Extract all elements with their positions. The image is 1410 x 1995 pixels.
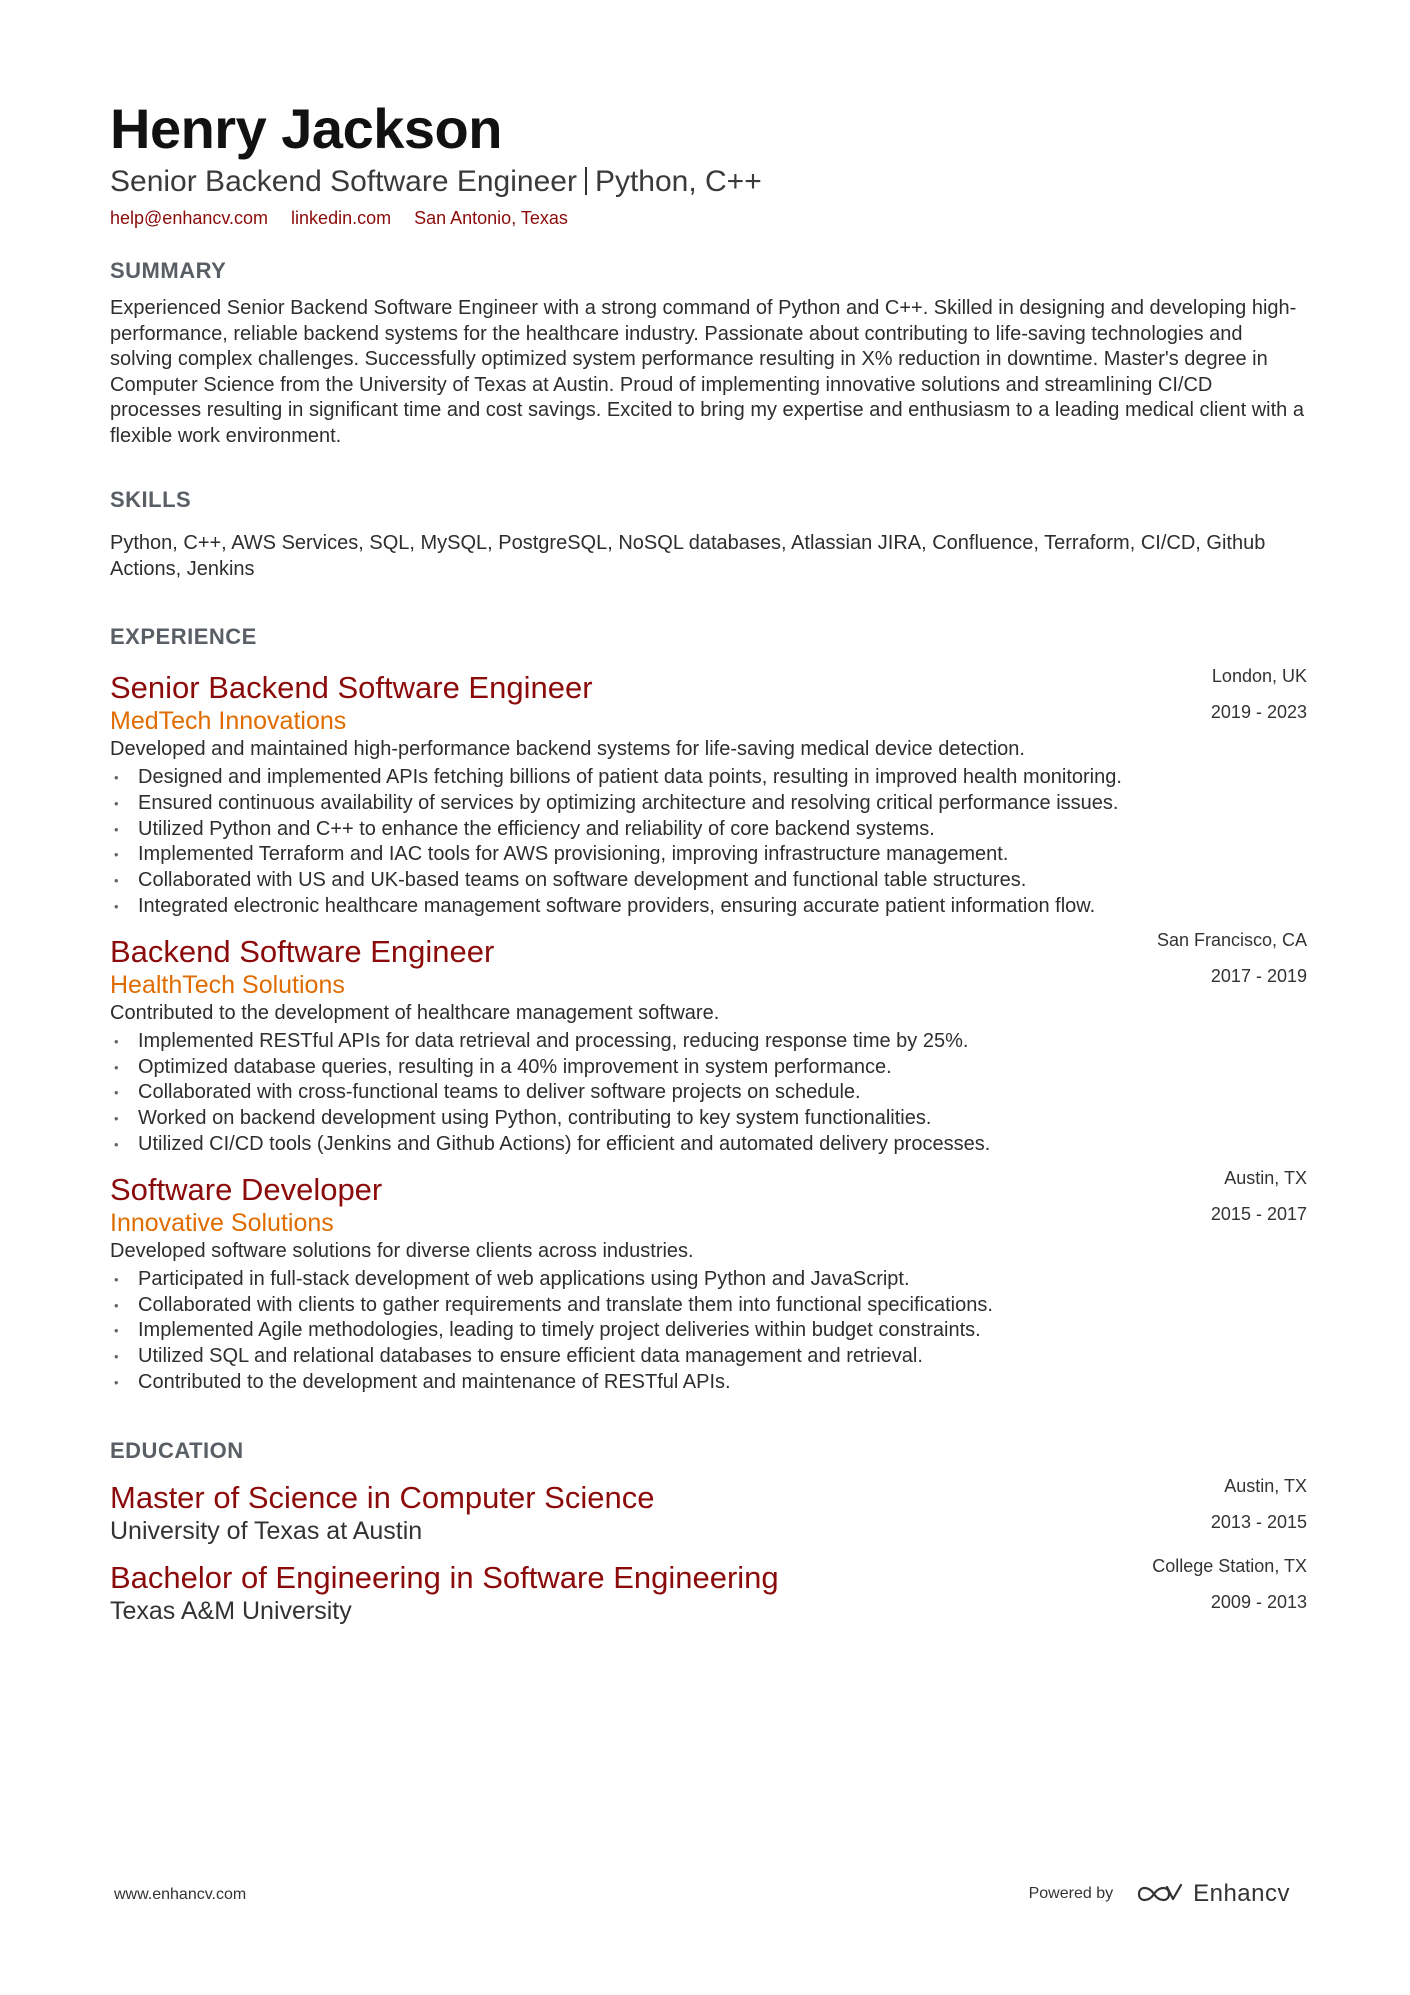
skills-section — [110, 485, 1307, 582]
achievement-item: • Implemented RESTful APIs for data retrieval and processing, reducing response time by 25%. — [110, 1029, 1307, 1055]
achievement-item: • Integrated electronic healthcare management software providers, ensuring accurate patient information flow. — [110, 894, 1307, 920]
school-name: University of Texas at Austin — [110, 1516, 423, 1545]
education-entry — [110, 1555, 1307, 1626]
contact-linkedin[interactable]: linkedin.com — [291, 208, 392, 228]
job-title: Senior Backend Software Engineer — [110, 670, 593, 705]
achievement-item: • Collaborated with US and UK-based teams on software development and functional table structures. — [110, 868, 1307, 894]
achievement-item: • Utilized CI/CD tools (Jenkins and Github Actions) for efficient and automated delivery processes. — [110, 1132, 1307, 1158]
education-section — [110, 1436, 1307, 1626]
experience-section — [110, 622, 1307, 1396]
achievement-item: • Worked on backend development using Python, contributing to key system functionalities. — [110, 1106, 1307, 1132]
resume-page — [110, 96, 1307, 1626]
footer-website-link[interactable]: www.enhancv.com — [114, 1886, 247, 1903]
experience-entry — [110, 1167, 1307, 1396]
achievement-list — [110, 1267, 1307, 1396]
job-tagline — [110, 162, 1307, 202]
job-description: Developed software solutions for diverse clients across industries. — [110, 1239, 694, 1262]
achievement-list — [110, 765, 1307, 920]
tagline-role: Senior Backend Software Engineer — [110, 165, 577, 198]
summary-text: Experienced Senior Backend Software Engineer with a strong command of Python and C++. Skilled in designing and developing high-performance, reliable backend systems for the healthcare industry. Passionate about contributing to life-saving technologies and solving complex challenges. Successfully optimized system performance resulting in X% reduction in downtime. Master's degree in Computer Science from the University of Texas at Austin. Proud of implementing innovative solutions and streamlining CI/CD processes resulting in significant time and cost savings. Excited to bring my expertise and enthusiasm to a leading medical client with a flexible work environment. — [110, 297, 1304, 447]
enhancv-logo-icon — [1137, 1881, 1183, 1907]
entry-location: Austin, TX — [1224, 1167, 1307, 1188]
entry-meta — [1211, 664, 1307, 724]
tagline-separator — [585, 167, 587, 195]
education-heading: EDUCATION — [110, 1437, 244, 1463]
job-title: Software Developer — [110, 1171, 383, 1207]
education-entry — [110, 1475, 1307, 1546]
achievement-list — [110, 1029, 1307, 1158]
entry-location: San Francisco, CA — [1156, 929, 1307, 950]
achievement-item: • Implemented Agile methodologies, leading to timely project deliveries within budget constraints. — [110, 1318, 1307, 1344]
powered-by-label: Powered by — [1028, 1885, 1114, 1902]
achievement-item: • Ensured continuous availability of services by optimizing architecture and resolving critical performance issues. — [110, 791, 1307, 817]
job-description: Developed and maintained high-performance backend systems for life-saving medical device detection. — [110, 738, 1025, 760]
entry-dates: 2013 - 2015 — [1210, 1511, 1307, 1532]
entry-meta — [1152, 1554, 1307, 1614]
degree-title: Bachelor of Engineering in Software Engineering — [110, 1559, 779, 1595]
entry-dates: 2017 - 2019 — [1210, 965, 1307, 986]
entry-location: London, UK — [1211, 666, 1307, 686]
entry-meta — [1157, 928, 1307, 988]
skills-heading: SKILLS — [110, 487, 192, 512]
achievement-item: • Collaborated with clients to gather requirements and translate them into functional specifications. — [110, 1293, 1307, 1319]
contact-location: San Antonio, Texas — [414, 208, 568, 228]
achievement-item: • Utilized Python and C++ to enhance the efficiency and reliability of core backend systems. — [110, 817, 1307, 843]
entry-dates: 2009 - 2013 — [1210, 1591, 1307, 1612]
job-description: Contributed to the development of healthcare management software. — [110, 1001, 720, 1024]
achievement-item: • Implemented Terraform and IAC tools for AWS provisioning, improving infrastructure management. — [110, 842, 1307, 868]
experience-entry — [110, 666, 1307, 920]
summary-section — [110, 256, 1307, 449]
school-name: Texas A&M University — [110, 1596, 352, 1625]
enhancv-brand[interactable]: Enhancv — [1193, 1880, 1290, 1907]
achievement-item: • Optimized database queries, resulting in a 40% improvement in system performance. — [110, 1055, 1307, 1081]
entry-location: Austin, TX — [1224, 1475, 1307, 1496]
entry-meta — [1211, 1166, 1307, 1226]
experience-heading: EXPERIENCE — [110, 624, 257, 649]
company-name: MedTech Innovations — [110, 707, 347, 735]
entry-dates: 2019 - 2023 — [1210, 702, 1307, 722]
achievement-item: • Designed and implemented APIs fetching billions of patient data points, resulting in improved health monitoring. — [110, 765, 1307, 791]
entry-dates: 2015 - 2017 — [1210, 1203, 1307, 1224]
achievement-item: • Contributed to the development and maintenance of RESTful APIs. — [110, 1370, 1307, 1396]
company-name: Innovative Solutions — [110, 1208, 334, 1237]
experience-entry — [110, 929, 1307, 1158]
page-footer — [114, 1880, 1290, 1910]
achievement-item: • Collaborated with cross-functional teams to deliver software projects on schedule. — [110, 1080, 1307, 1106]
job-title: Backend Software Engineer — [110, 933, 495, 969]
achievement-item: • Utilized SQL and relational databases to ensure efficient data management and retrieval. — [110, 1344, 1307, 1370]
powered-by — [1029, 1880, 1290, 1908]
summary-heading: SUMMARY — [110, 258, 227, 283]
degree-title: Master of Science in Computer Science — [110, 1479, 655, 1515]
skills-text: Python, C++, AWS Services, SQL, MySQL, PostgreSQL, NoSQL databases, Atlassian JIRA, Confluence, Terraform, CI/CD, Github Actions, Jenkins — [110, 532, 1266, 580]
entry-meta — [1211, 1474, 1307, 1534]
tagline-skills: Python, C++ — [594, 165, 762, 198]
achievement-item: • Participated in full-stack development of web applications using Python and JavaScript. — [110, 1267, 1307, 1293]
entry-location: College Station, TX — [1152, 1555, 1307, 1576]
candidate-name: Henry Jackson — [110, 97, 502, 160]
company-name: HealthTech Solutions — [110, 970, 345, 999]
contact-info — [110, 206, 1307, 230]
contact-email[interactable]: help@enhancv.com — [110, 208, 269, 228]
